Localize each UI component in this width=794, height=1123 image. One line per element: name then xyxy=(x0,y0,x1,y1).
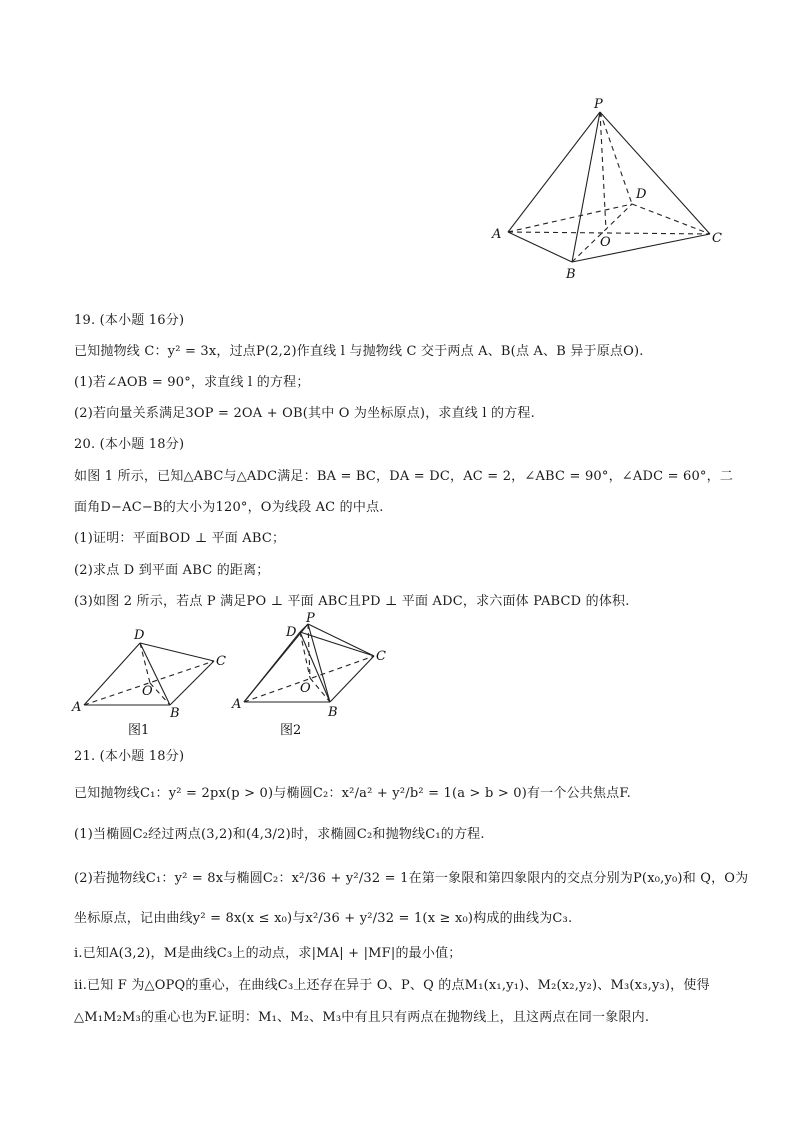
fig1-label-C: C xyxy=(216,654,226,669)
label-B: B xyxy=(566,267,576,282)
edge-PD xyxy=(600,112,632,204)
q20-part3: (3)如图 2 所示，若点 P 满足PO ⊥ 平面 ABC且PD ⊥ 平面 ADC，求六面体 PABCD 的体积. xyxy=(74,594,630,609)
edge-AB xyxy=(508,232,572,262)
pyramid-figure xyxy=(480,92,730,282)
q21-part2-line1: (2)若抛物线C₁：y² = 8x与椭圆C₂：x²/36 + y²/32 = 1在第一象限和第四象限内的交点分别为P(x₀,y₀)和 Q，O为 xyxy=(74,871,749,886)
label-C: C xyxy=(712,231,722,246)
fig1-edge-CB xyxy=(170,661,214,705)
q21-stem: 已知抛物线C₁：y² = 2px(p > 0)与椭圆C₂：x²/a² + y²/b² = 1(a > b > 0)有一个公共焦点F. xyxy=(74,786,631,801)
diagonal-AC xyxy=(508,232,710,234)
fig2-edge-PB xyxy=(308,624,330,702)
q19-part2: (2)若向量关系满足3OP = 2OA + OB(其中 O 为坐标原点)，求直线 l 的方程. xyxy=(74,406,535,421)
q20-stem-line2: 面角D−AC−B的大小为120°，O为线段 AC 的中点. xyxy=(74,500,384,515)
fig2-edge-AP xyxy=(244,624,308,702)
fig1-label-B: B xyxy=(170,706,180,721)
q20-stem-line1: 如图 1 所示，已知△ABC与△ADC满足：BA = BC，DA = DC，AC = 2，∠ABC = 90°，∠ADC = 60°，二 xyxy=(74,469,734,484)
figure-2 xyxy=(226,612,396,740)
q20-part1: (1)证明：平面BOD ⊥ 平面 ABC； xyxy=(74,531,286,546)
fig2-label-A: A xyxy=(232,697,242,712)
fig1-label-D: D xyxy=(134,628,145,643)
fig1-segment-DO xyxy=(140,643,150,683)
q21-part1: (1)当椭圆C₂经过两点(3,2)和(4,3/2)时，求椭圆C₂和抛物线C₁的方程. xyxy=(74,827,485,842)
fig2-label-D: D xyxy=(286,625,297,640)
edge-PB xyxy=(572,112,600,262)
edge-DC xyxy=(632,204,710,234)
fig1-edge-DC xyxy=(140,643,214,661)
q21-header: 21. (本小题 18分) xyxy=(74,749,185,764)
fig2-label-C: C xyxy=(376,649,386,664)
figure-1 xyxy=(66,625,236,740)
q19-stem: 已知抛物线 C：y² = 3x，过点P(2,2)作直线 l 与抛物线 C 交于两点 A、B(点 A、B 异于原点O). xyxy=(74,344,644,359)
q20-part2: (2)求点 D 到平面 ABC 的距离； xyxy=(74,563,270,578)
q20-header: 20. (本小题 18分) xyxy=(74,437,185,452)
q21-sub-ii-line2: △M₁M₂M₃的重心也为F.证明：M₁、M₂、M₃中有且只有两点在抛物线上，且这两点在同一象限内. xyxy=(74,1010,650,1025)
edge-PA xyxy=(508,112,600,232)
fig1-segment-OB xyxy=(150,683,170,705)
segment-PO xyxy=(600,112,606,230)
fig1-caption: 图1 xyxy=(128,723,150,738)
fig1-label-O: O xyxy=(142,684,153,699)
q21-part2-line2: 坐标原点，记由曲线y² = 8x(x ≤ x₀)与x²/36 + y²/32 = 1(x ≥ x₀)构成的曲线为C₃. xyxy=(74,911,573,926)
q19-header: 19. (本小题 16分) xyxy=(74,313,185,328)
fig2-caption: 图2 xyxy=(280,723,302,738)
fig2-edge-PC xyxy=(308,624,374,656)
fig2-label-O: O xyxy=(300,681,311,696)
fig1-label-A: A xyxy=(72,700,82,715)
label-P: P xyxy=(594,97,603,112)
label-A: A xyxy=(492,227,502,242)
fig2-segment-DO xyxy=(300,632,310,678)
fig2-edge-CB xyxy=(330,656,374,702)
edge-PC xyxy=(600,112,710,234)
q19-part1: (1)若∠AOB = 90°，求直线 l 的方程； xyxy=(74,375,310,390)
edge-BC xyxy=(572,234,710,262)
q21-sub-i: i.已知A(3,2)，M是曲线C₃上的动点，求|MA| + |MF|的最小值； xyxy=(74,946,462,961)
label-O: O xyxy=(600,235,611,250)
fig2-label-P: P xyxy=(306,611,315,626)
q21-sub-ii-line1: ii.已知 F 为△OPQ的重心，在曲线C₃上还存在异于 O、P、Q 的点M₁(x₁,y₁)、M₂(x₂,y₂)、M₃(x₃,y₃)，使得 xyxy=(74,978,710,993)
label-D: D xyxy=(636,187,647,202)
fig2-label-B: B xyxy=(328,705,338,720)
